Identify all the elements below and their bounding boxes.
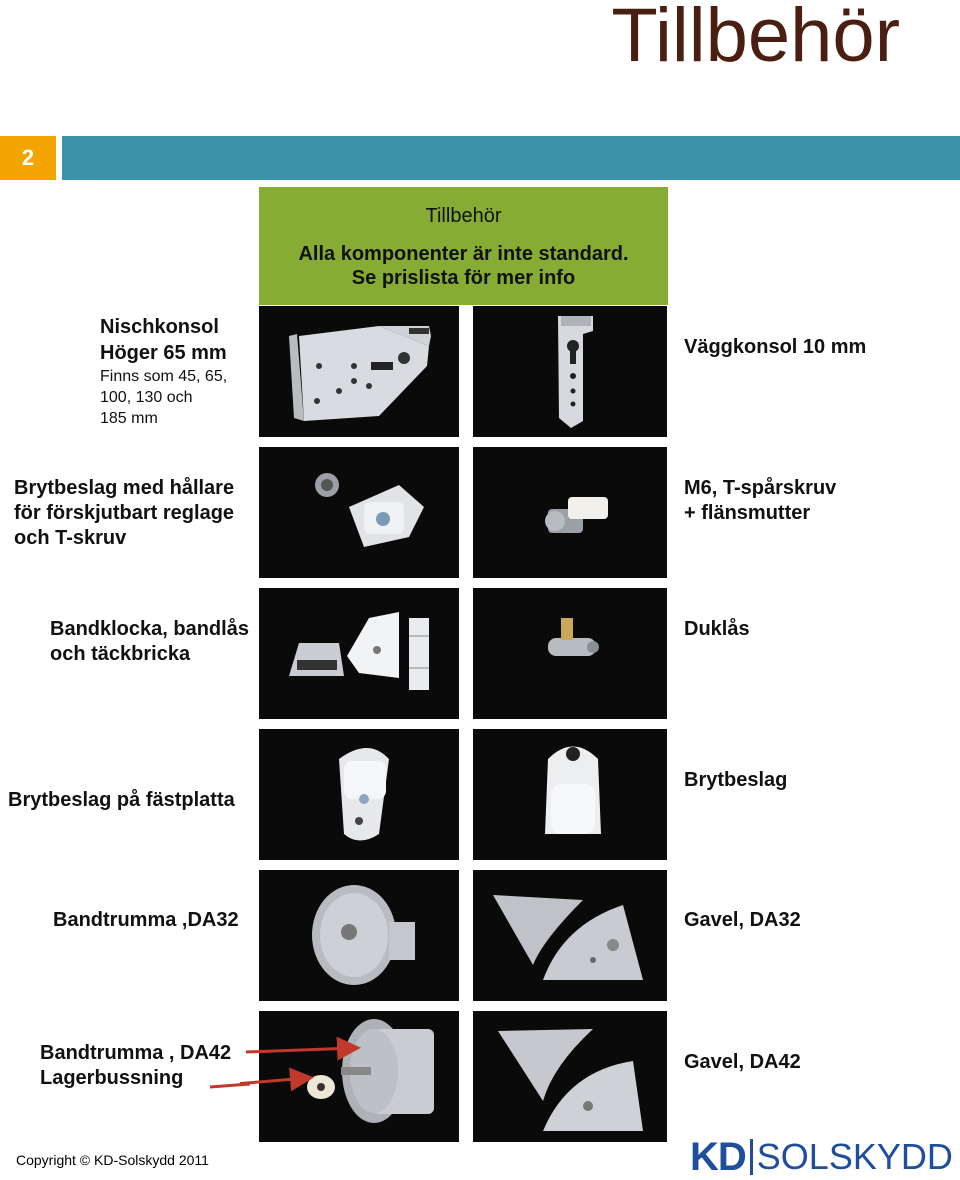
label-nischkonsol-note-3: 185 mm — [100, 410, 158, 427]
photo-nischkonsol — [259, 306, 459, 437]
header-bar — [0, 136, 960, 180]
page-number-badge: 2 — [0, 136, 56, 180]
photo-gavel-da42 — [473, 1011, 667, 1142]
arrow-tail — [200, 1072, 320, 1102]
label-bandklocka-1: Bandklocka, bandlås — [50, 618, 249, 640]
photo-bandklocka — [259, 588, 459, 719]
photo-duklas — [473, 588, 667, 719]
label-bandtrumma-da42: Bandtrumma , DA42 — [40, 1042, 232, 1064]
label-lagerbussning: Lagerbussning — [40, 1067, 184, 1089]
label-gavel-da32: Gavel, DA32 — [684, 909, 801, 931]
label-m6-2: + flänsmutter — [684, 502, 811, 524]
title-bar — [62, 136, 960, 180]
label-brytbeslag-hallare-1: Brytbeslag med hållare — [14, 477, 235, 499]
label-nischkonsol-size: Höger 65 mm — [100, 342, 227, 364]
info-banner — [259, 187, 668, 305]
label-nischkonsol-note-1: Finns som 45, 65, — [100, 368, 228, 385]
logo-text: SOLSKYDD — [756, 1136, 953, 1177]
label-nischkonsol-note-2: 100, 130 och — [100, 389, 193, 406]
label-gavel-da42: Gavel, DA42 — [684, 1051, 801, 1073]
photo-bandtrumma-da32 — [259, 870, 459, 1001]
label-brytbeslag: Brytbeslag — [684, 769, 788, 791]
label-brytbeslag-hallare-2: för förskjutbart reglage — [14, 502, 235, 524]
label-bandtrumma-da32: Bandtrumma ,DA32 — [53, 909, 239, 931]
label-nischkonsol: Nischkonsol — [100, 316, 219, 338]
label-brytbeslag-fastplatta: Brytbeslag på fästplatta — [8, 789, 235, 811]
copyright: Copyright © KD-Solskydd 2011 — [16, 1152, 209, 1168]
banner-note: Alla komponenter är inte standard. — [298, 243, 629, 265]
banner-heading: Tillbehör — [425, 205, 502, 227]
photo-m6-skruv — [473, 447, 667, 578]
logo-kd: KD — [690, 1134, 746, 1179]
banner-note-2: Se prislista för mer info — [351, 267, 576, 289]
label-vaggkonsol: Väggkonsol 10 mm — [684, 336, 867, 358]
page-title: Tillbehör — [611, 0, 900, 78]
logo-divider — [750, 1139, 753, 1175]
photo-brytbeslag-hallare — [259, 447, 459, 578]
label-m6-1: M6, T-spårskruv — [684, 477, 837, 499]
photo-vaggkonsol — [473, 306, 667, 437]
photo-brytbeslag-fastplatta — [259, 729, 459, 860]
photo-gavel-da32 — [473, 870, 667, 1001]
label-brytbeslag-hallare-3: och T-skruv — [14, 527, 127, 549]
label-bandklocka-2: och täckbricka — [50, 643, 191, 665]
company-logo — [690, 1134, 953, 1180]
arrow-bandtrumma — [246, 1048, 355, 1052]
label-duklas: Duklås — [684, 618, 750, 640]
photo-brytbeslag — [473, 729, 667, 860]
